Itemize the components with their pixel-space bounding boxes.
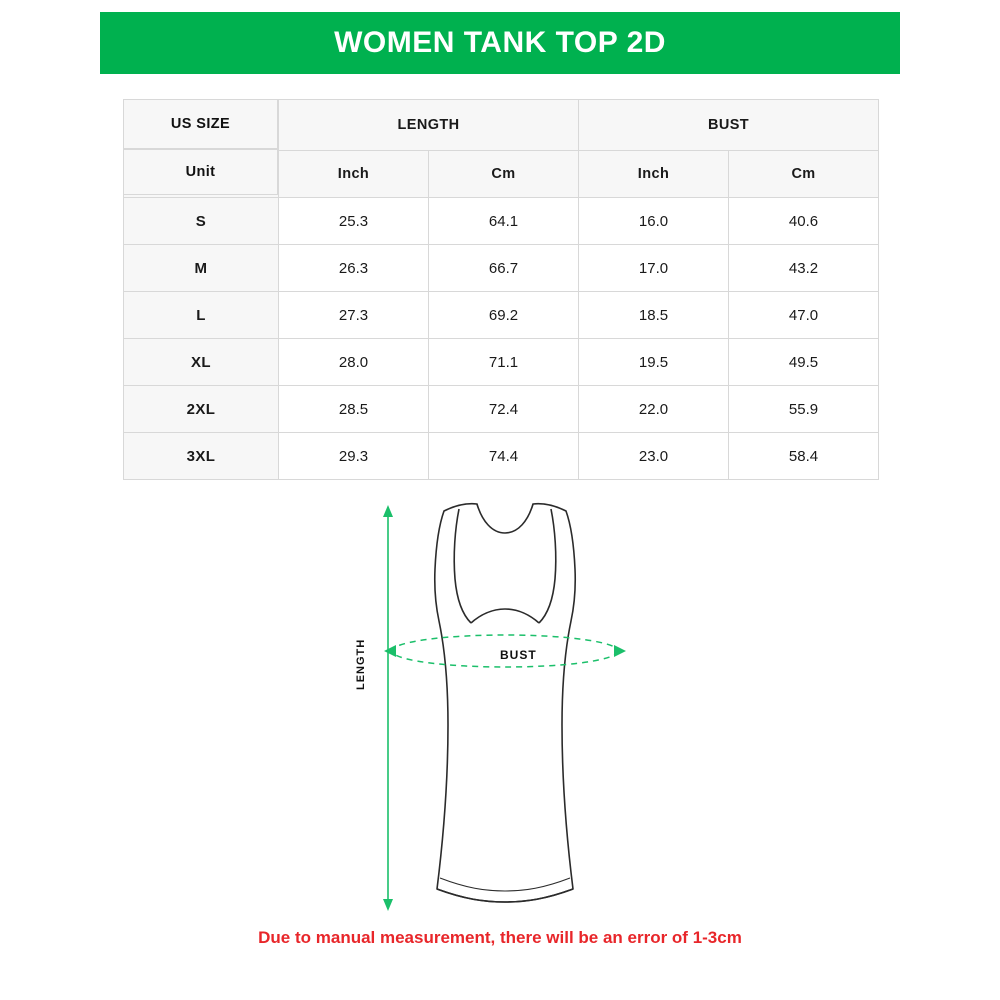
cell-size: S xyxy=(124,198,279,245)
header-unit xyxy=(123,149,278,195)
cell-size: M xyxy=(124,245,279,292)
bust-measure-label: BUST xyxy=(500,648,537,662)
cell-length-cm: 74.4 xyxy=(429,433,579,480)
cell-bust-inch: 23.0 xyxy=(579,433,729,480)
cell-size: L xyxy=(124,292,279,339)
cell-bust-inch: 18.5 xyxy=(579,292,729,339)
cell-length-cm: 71.1 xyxy=(429,339,579,386)
cell-length-inch: 28.5 xyxy=(279,386,429,433)
cell-length-cm: 72.4 xyxy=(429,386,579,433)
cell-bust-cm: 49.5 xyxy=(729,339,879,386)
cell-size: 2XL xyxy=(124,386,279,433)
cell-length-inch: 25.3 xyxy=(279,198,429,245)
header-length: LENGTH xyxy=(279,100,579,151)
tank-top-outline xyxy=(435,504,576,902)
table-row xyxy=(124,339,879,386)
cell-length-cm: 69.2 xyxy=(429,292,579,339)
cell-bust-cm: 40.6 xyxy=(729,198,879,245)
cell-size: 3XL xyxy=(124,433,279,480)
header-length-cm: Cm xyxy=(429,151,579,198)
table-row xyxy=(124,386,879,433)
measurement-disclaimer: Due to manual measurement, there will be an error of 1-3cm xyxy=(258,928,742,947)
header-bust: BUST xyxy=(579,100,879,151)
header-bust-cm: Cm xyxy=(729,151,879,198)
cell-bust-inch: 16.0 xyxy=(579,198,729,245)
garment-diagram xyxy=(340,495,670,925)
cell-length-cm: 66.7 xyxy=(429,245,579,292)
cell-bust-cm: 43.2 xyxy=(729,245,879,292)
header-bust-inch: Inch xyxy=(579,151,729,198)
header-length-inch: Inch xyxy=(279,151,429,198)
cell-bust-cm: 58.4 xyxy=(729,433,879,480)
cell-length-cm: 64.1 xyxy=(429,198,579,245)
cell-bust-cm: 47.0 xyxy=(729,292,879,339)
table-row xyxy=(124,245,879,292)
header-us-size-label: US SIZE xyxy=(170,116,231,132)
length-measure-label: LENGTH xyxy=(355,638,367,690)
cell-length-inch: 27.3 xyxy=(279,292,429,339)
header-unit-label: Unit xyxy=(185,164,216,180)
cell-bust-inch: 22.0 xyxy=(579,386,729,433)
cell-size: XL xyxy=(124,339,279,386)
page-title: WOMEN TANK TOP 2D xyxy=(334,26,666,59)
table-row xyxy=(124,433,879,480)
cell-length-inch: 26.3 xyxy=(279,245,429,292)
table-row xyxy=(124,198,879,245)
cell-length-inch: 28.0 xyxy=(279,339,429,386)
header-us-size-overlay xyxy=(123,99,278,149)
table-row xyxy=(124,292,879,339)
cell-bust-inch: 19.5 xyxy=(579,339,729,386)
header-banner xyxy=(100,12,900,74)
length-measure-arrow xyxy=(383,505,393,911)
cell-length-inch: 29.3 xyxy=(279,433,429,480)
cell-bust-inch: 17.0 xyxy=(579,245,729,292)
cell-bust-cm: 55.9 xyxy=(729,386,879,433)
